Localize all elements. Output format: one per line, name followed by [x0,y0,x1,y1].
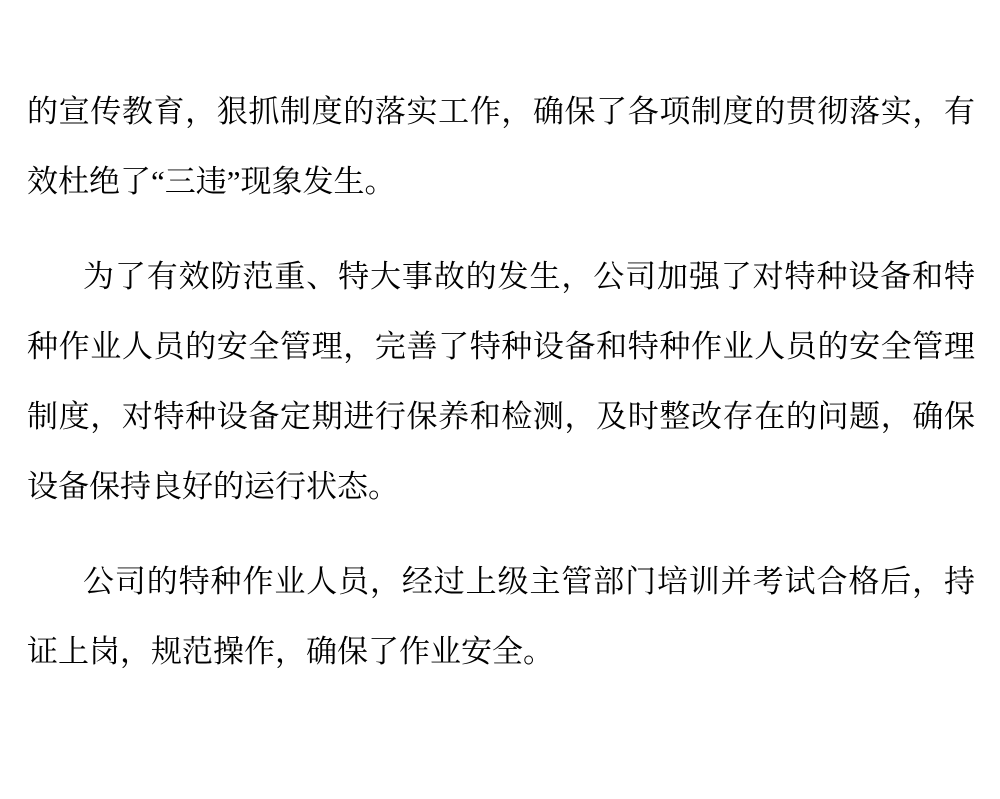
text-line: 效杜绝了“三违”现象发生。 [27,164,396,199]
text-line: 的宣传教育，狠抓制度的落实工作，确保了各项制度的贯彻落实，有 [27,94,975,129]
text-line: 为了有效防范重、特大事故的发生，公司加强了对特种设备和特 [83,259,975,294]
text-line: 种作业人员的安全管理，完善了特种设备和特种作业人员的安全管理 [27,329,975,364]
paragraph [27,547,975,687]
text-line: 设备保持良好的运行状态。 [27,469,399,504]
text-line: 证上岗，规范操作，确保了作业安全。 [27,634,554,669]
paragraph [27,242,975,522]
paragraph [27,77,975,217]
text-line: 制度，对特种设备定期进行保养和检测，及时整改存在的问题，确保 [27,399,975,434]
text-line: 公司的特种作业人员，经过上级主管部门培训并考试合格后，持 [83,564,975,599]
